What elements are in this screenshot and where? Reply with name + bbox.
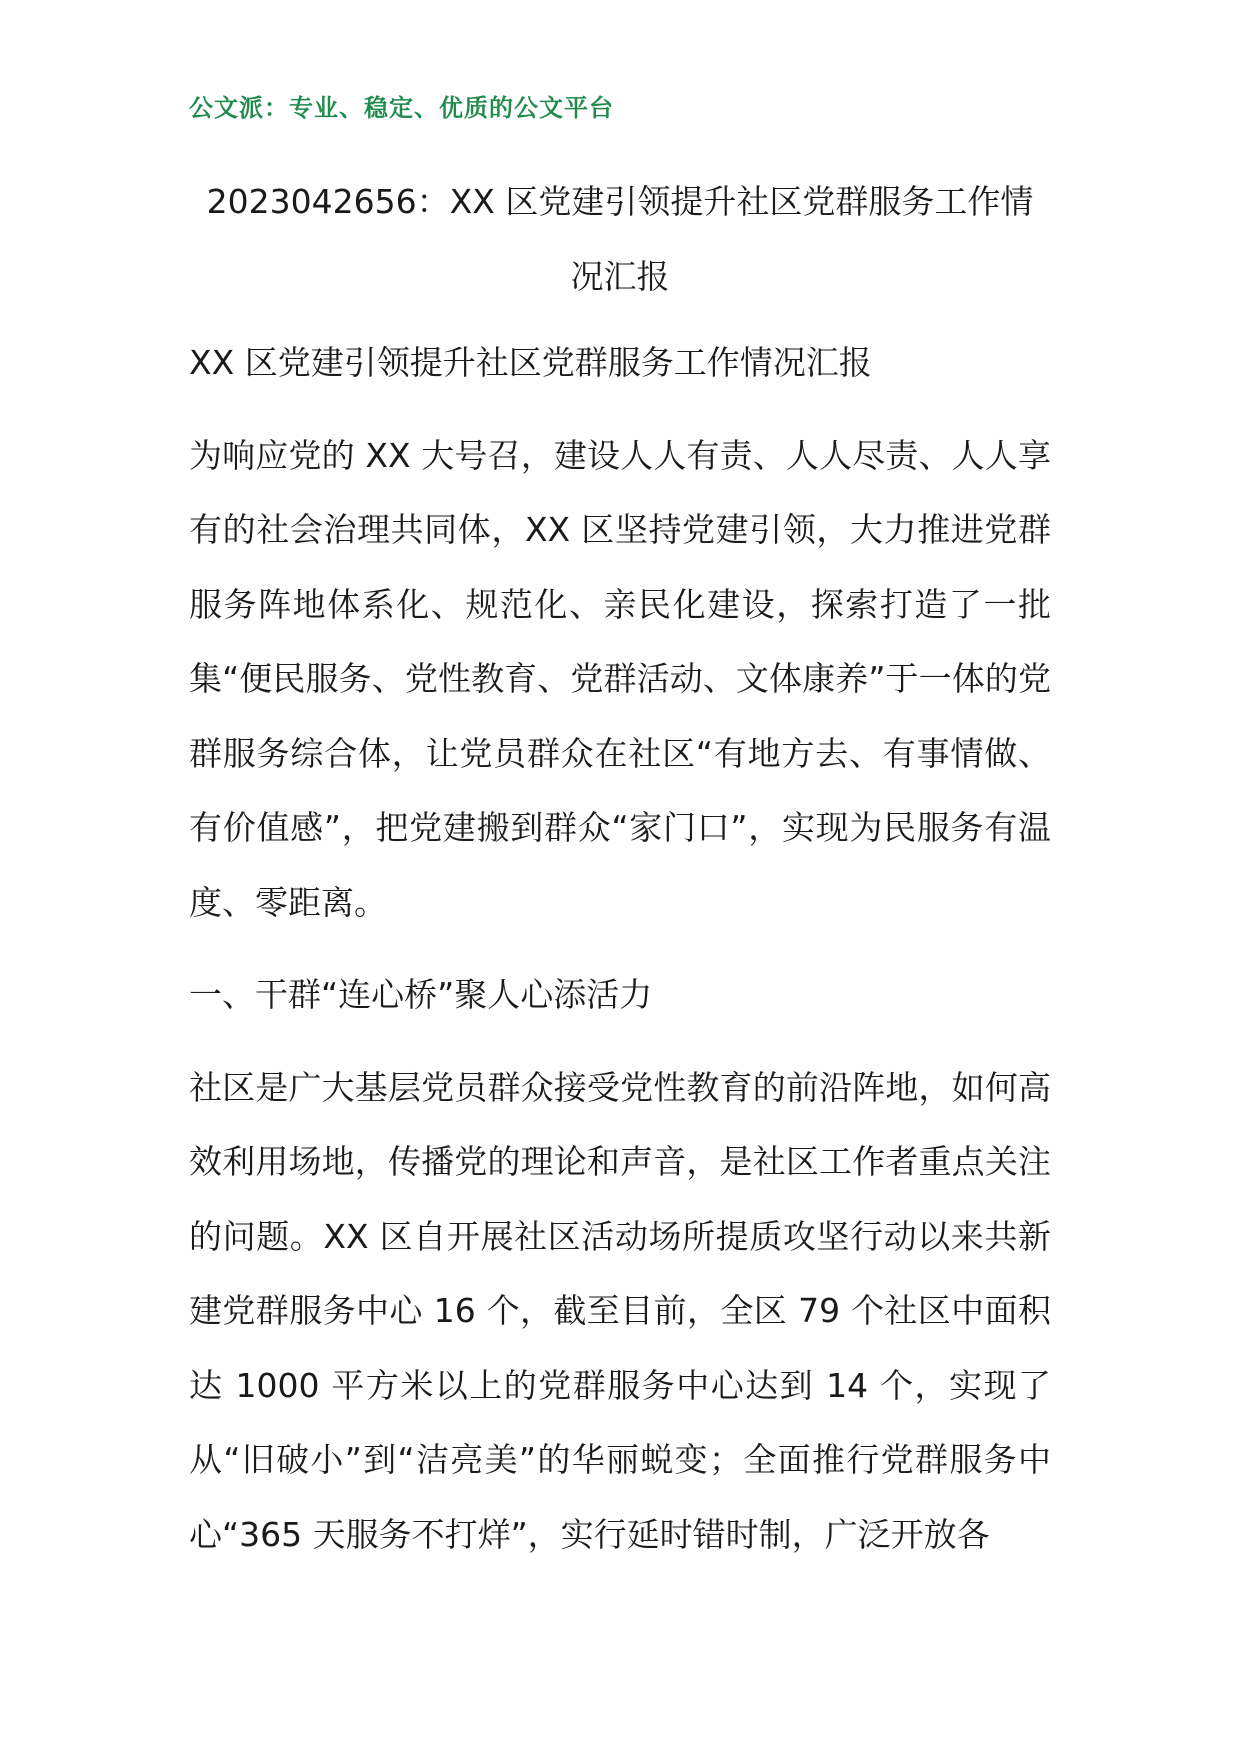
title-line-1: 2023042656：XX 区党建引领提升社区党群服务工作情 [206, 182, 1034, 221]
title-line-2: 况汇报 [570, 257, 670, 296]
document-body [189, 326, 1051, 1590]
section-heading-1: 一、干群“连心桥”聚人心添活力 [189, 975, 653, 1014]
document-subtitle: XX 区党建引领提升社区党群服务工作情况汇报 [189, 343, 872, 382]
document-title [189, 164, 1051, 314]
paragraph-intro: 为响应党的 XX 大号召，建设人人有责、人人尽责、人人享有的社会治理共同体，XX 区坚持党建引领，大力推进党群服务阵地体系化、规范化、亲民化建设，探索打造了一批集“便民服务、党性教育、党群活动、文体康养”于一体的党群服务综合体，让党员群众在社区“有地方去、有事情做、有价值感”，把党建搬到群众“家门口”，实现为民服务有温度、零距离。 [189, 435, 1051, 922]
paragraph-section-1: 社区是广大基层党员群众接受党性教育的前沿阵地，如何高效利用场地，传播党的理论和声音，是社区工作者重点关注的问题。XX 区自开展社区活动场所提质攻坚行动以来共新建党群服务中心 16 个，截至目前，全区 79 个社区中面积达 1000 平方米以上的党群服务中心达到 14 个，实现了从“旧破小”到“洁亮美”的华丽蜕变；全面推行党群服务中心“365 天服务不打烊”，实行延时错时制，广泛开放各 [189, 1067, 1051, 1554]
header-brand: 公文派：专业、稳定、优质的公文平台 [189, 94, 614, 122]
